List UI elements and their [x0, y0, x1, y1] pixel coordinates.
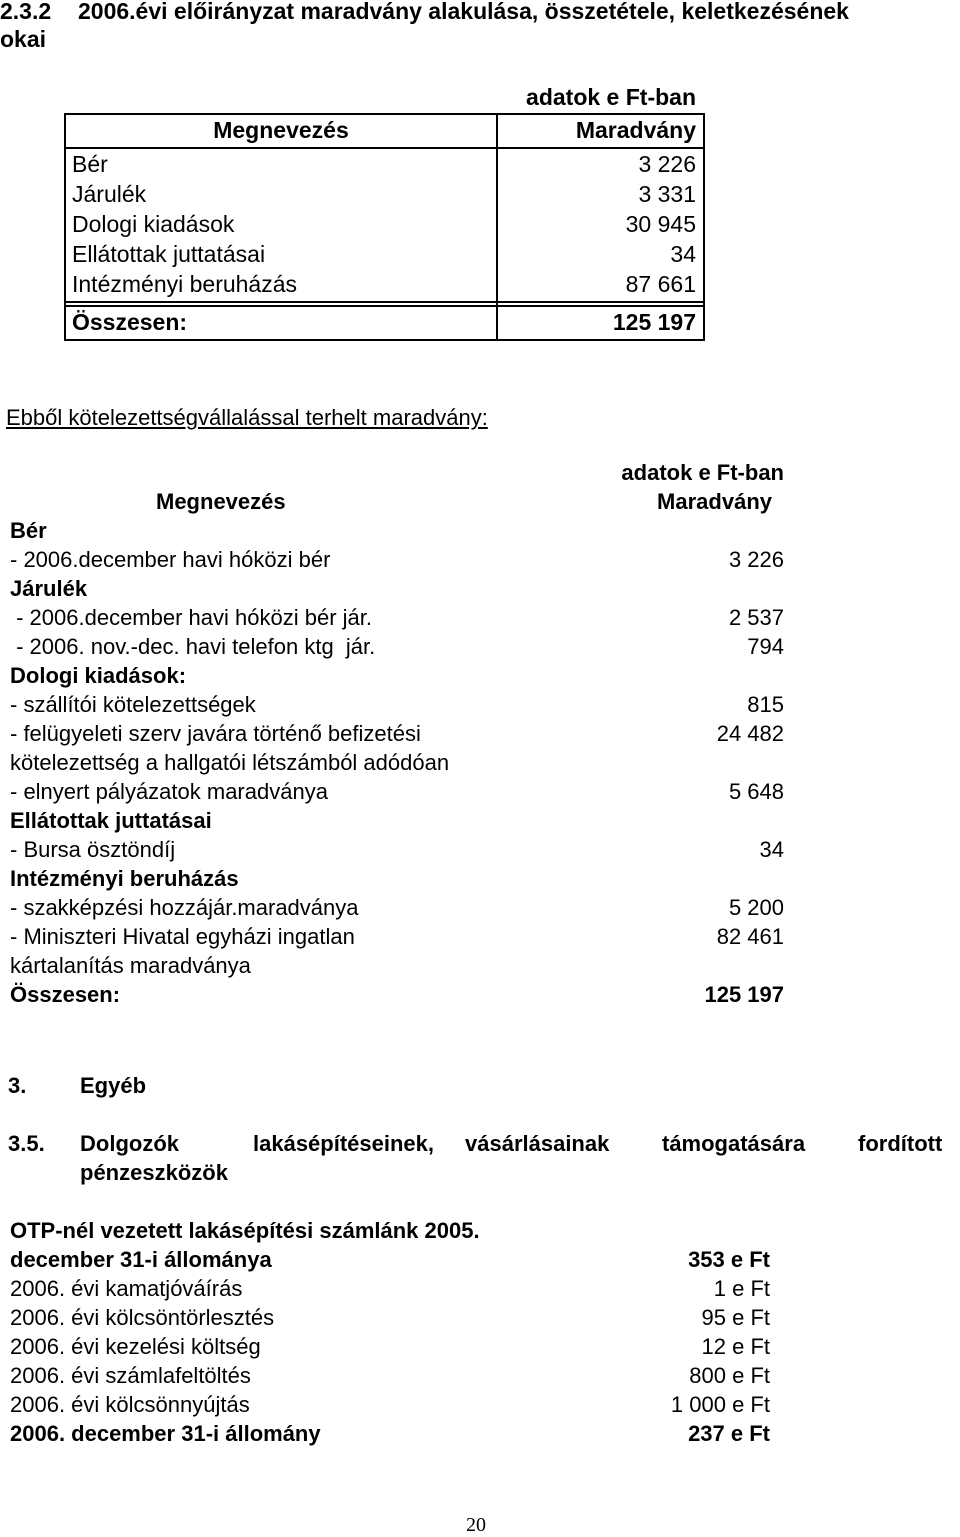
table1-row-value: 3 331 — [638, 181, 696, 207]
table2-item: - elnyert pályázatok maradványa — [10, 779, 328, 804]
otp-row-label: december 31-i állománya — [10, 1247, 272, 1272]
otp-row-label: 2006. évi kezelési költség — [10, 1334, 261, 1359]
table1-row-value: 87 661 — [625, 271, 696, 297]
section35-number: 3.5. — [8, 1131, 45, 1156]
table1-row-value: 3 226 — [638, 151, 696, 177]
section3-number: 3. — [8, 1073, 27, 1098]
table1-row-value: 34 — [670, 241, 696, 267]
section35-word: támogatására — [662, 1131, 806, 1156]
otp-row-label: 2006. évi számlafeltöltés — [10, 1363, 251, 1388]
section3-title: Egyéb — [80, 1073, 147, 1098]
section-title-line1: 2006.évi előirányzat maradvány alakulása, összetétele, keletkezésének — [78, 0, 849, 24]
otp-row-value: 1 e Ft — [713, 1276, 770, 1301]
otp-row-value: 353 e Ft — [688, 1247, 770, 1272]
otp-row-label: 2006. évi kamatjóváírás — [10, 1276, 243, 1301]
table1-total-label: Összesen: — [72, 309, 188, 335]
table2-category: Ellátottak juttatásai — [10, 808, 212, 833]
table2-item: - Bursa ösztöndíj — [10, 837, 176, 862]
otp-row-value: 800 e Ft — [689, 1363, 770, 1388]
table2-item-value: 3 226 — [728, 547, 784, 572]
otp-heading: OTP-nél vezetett lakásépítési számlánk 2005. — [10, 1218, 480, 1243]
table1-col-name: Megnevezés — [213, 117, 349, 143]
table2-col-value: Maradvány — [657, 489, 772, 514]
table1-col-value: Maradvány — [575, 117, 696, 143]
section-number: 2.3.2 — [0, 0, 52, 24]
table2-item-value: 5 648 — [728, 779, 784, 804]
subtitle: Ebből kötelezettségvállalással terhelt maradvány: — [6, 405, 488, 430]
table2-category: Járulék — [10, 576, 88, 601]
table2-category: Bér — [10, 518, 47, 543]
table2-item: - Miniszteri Hivatal egyházi ingatlan — [10, 924, 355, 949]
table2-item-value: 24 482 — [716, 721, 784, 746]
table1-row-value: 30 945 — [625, 211, 696, 237]
table2-item: - 2006. nov.-dec. havi telefon ktg jár. — [10, 634, 376, 659]
otp-row-value: 237 e Ft — [688, 1421, 770, 1446]
page-number: 20 — [466, 1514, 486, 1536]
table1-row-name: Járulék — [72, 181, 147, 207]
otp-row-value: 12 e Ft — [701, 1334, 770, 1359]
table2-category: Intézményi beruházás — [10, 866, 239, 891]
otp-row-label: 2006. évi kölcsönnyújtás — [10, 1392, 250, 1417]
table2-category: Dologi kiadások: — [10, 663, 187, 688]
table2-item-value: 34 — [759, 837, 784, 862]
table1-row-name: Bér — [72, 151, 108, 177]
table2-item-value: 794 — [747, 634, 784, 659]
table2-item-value: 815 — [747, 692, 784, 717]
table2-item-value: 5 200 — [728, 895, 784, 920]
table2-item-value: 2 537 — [728, 605, 784, 630]
table2-total-label: Összesen: — [10, 982, 121, 1007]
table2-item: - szállítói kötelezettségek — [10, 692, 256, 717]
section35-word: lakásépítéseinek, — [253, 1131, 435, 1156]
section-title-line2: okai — [0, 26, 47, 52]
table1-unit: adatok e Ft-ban — [526, 84, 696, 110]
table1-total-value: 125 197 — [612, 309, 696, 335]
table2-item-value: 82 461 — [716, 924, 784, 949]
table2-col-name: Megnevezés — [156, 489, 286, 514]
table1-row-name: Intézményi beruházás — [72, 271, 298, 297]
table1-row-name: Ellátottak juttatásai — [72, 241, 266, 267]
table1-row-name: Dologi kiadások — [72, 211, 235, 237]
table2-item: - 2006.december havi hóközi bér jár. — [10, 605, 372, 630]
table2-item: kártalanítás maradványa — [10, 953, 251, 978]
otp-row-value: 95 e Ft — [701, 1305, 770, 1330]
table2-item: - felügyeleti szerv javára történő befizetési — [10, 721, 421, 746]
table2-item: - szakképzési hozzájár.maradványa — [10, 895, 359, 920]
otp-row-label: 2006. évi kölcsöntörlesztés — [10, 1305, 275, 1330]
table2-item: kötelezettség a hallgatói létszámból adódóan — [10, 750, 450, 775]
otp-row-label: 2006. december 31-i állomány — [10, 1421, 321, 1446]
section35-word: fordított — [858, 1131, 943, 1156]
table2-total-value: 125 197 — [704, 982, 784, 1007]
table2-unit: adatok e Ft-ban — [621, 460, 784, 485]
section35-word: Dolgozók — [80, 1131, 179, 1156]
section35-word: vásárlásainak — [465, 1131, 610, 1156]
otp-row-value: 1 000 e Ft — [670, 1392, 770, 1417]
remainder-table — [64, 113, 705, 341]
table2-item: - 2006.december havi hóközi bér — [10, 547, 331, 572]
section35-title-line2: pénzeszközök — [80, 1160, 228, 1185]
